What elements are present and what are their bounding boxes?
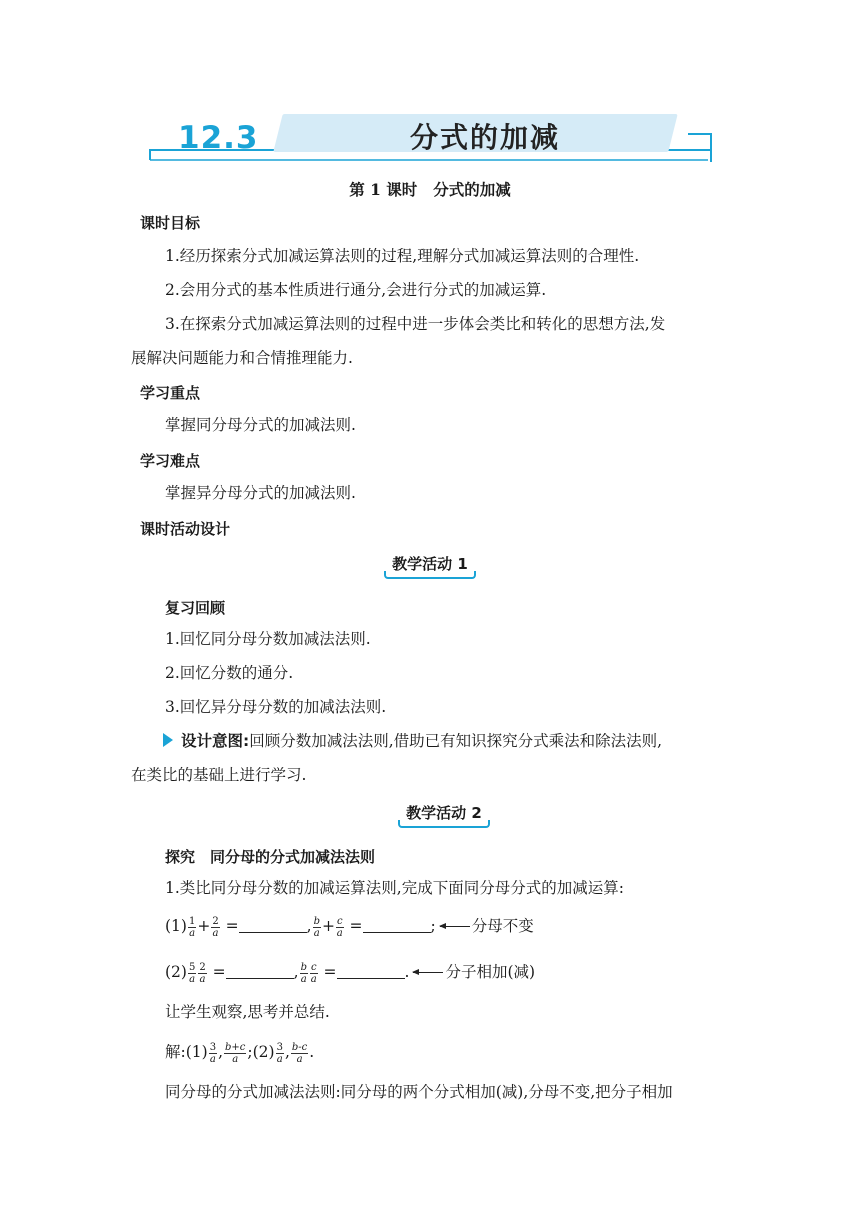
intent-text: 回顾分数加减法法则,借助已有知识探究分式乘法和除法法则, bbox=[249, 732, 663, 750]
fraction: $\frac{b}{a}$ bbox=[300, 961, 307, 985]
fraction: $\frac{b}{a}$ bbox=[313, 915, 320, 939]
chapter-banner bbox=[148, 112, 713, 164]
lesson-subtitle: 分式的加减 bbox=[433, 180, 511, 199]
fraction: $\frac{2}{a}$ bbox=[212, 915, 219, 939]
fraction: $\frac{1}{a}$ bbox=[188, 915, 196, 939]
objectives-heading: 课时目标 bbox=[140, 214, 201, 232]
review-item-3: 3.回忆异分母分数的加减法法则. bbox=[165, 698, 387, 716]
fraction: $\frac{c}{a}$ bbox=[310, 961, 317, 985]
lesson-number: 第 1 课时 bbox=[349, 180, 418, 199]
fraction: $\frac{2}{a}$ bbox=[199, 961, 206, 985]
chapter-title: 分式的加减 bbox=[410, 121, 561, 154]
explore-heading: 探究 同分母的分式加减法法则 bbox=[165, 848, 376, 866]
activity-1-text: 教学活动 1 bbox=[392, 555, 468, 573]
left-arrow-icon bbox=[413, 972, 443, 973]
objective-1: 1.经历探索分式加减运算法则的过程,理解分式加减运算法则的合理性. bbox=[165, 247, 640, 265]
fraction: $\frac{b-c}{a}$ bbox=[291, 1041, 308, 1065]
note-numerator-add: 分子相加(减) bbox=[445, 963, 536, 981]
difficulty-text: 掌握异分母分式的加减法则. bbox=[165, 484, 356, 502]
review-item-2: 2.回忆分数的通分. bbox=[165, 664, 294, 682]
play-triangle-icon bbox=[163, 733, 173, 747]
lesson-title bbox=[0, 178, 860, 200]
note-denominator-unchanged: 分母不变 bbox=[471, 917, 534, 935]
answer-blank[interactable] bbox=[363, 918, 431, 933]
answer-blank[interactable] bbox=[239, 918, 307, 933]
solution-label: 解:(1) bbox=[165, 1043, 208, 1061]
left-arrow-icon bbox=[440, 926, 470, 927]
design-intent-line1 bbox=[163, 725, 662, 758]
q1-label: (1) bbox=[165, 917, 187, 935]
objective-3-line1: 3.在探索分式加减运算法则的过程中进一步体会类比和转化的思想方法,发 bbox=[165, 315, 666, 333]
question-2: (2) $\frac{5}{a}$ $\frac{2}{a}$ = , $\frac{b}{a}$ $\frac{c}{a}$ = . 分子相加(减) bbox=[165, 961, 536, 985]
activity-2-label bbox=[402, 802, 486, 823]
answer-blank[interactable] bbox=[226, 964, 294, 979]
fraction: $\frac{c}{a}$ bbox=[336, 915, 343, 939]
activity-1-label bbox=[388, 553, 472, 574]
fraction: $\frac{5}{a}$ bbox=[188, 961, 196, 985]
fraction: $\frac{3}{a}$ bbox=[276, 1041, 283, 1065]
question-1: (1) $\frac{1}{a}$ + $\frac{2}{a}$ = , $\frac{b}{a}$ + $\frac{c}{a}$ = ; 分母不变 bbox=[165, 915, 534, 939]
difficulty-heading: 学习难点 bbox=[140, 452, 201, 470]
activity-2-text: 教学活动 2 bbox=[406, 804, 482, 822]
review-heading: 复习回顾 bbox=[165, 599, 226, 617]
key-point-heading: 学习重点 bbox=[140, 384, 201, 402]
observe-text: 让学生观察,思考并总结. bbox=[165, 1003, 330, 1021]
design-intent-line2: 在类比的基础上进行学习. bbox=[131, 766, 307, 784]
design-heading: 课时活动设计 bbox=[140, 520, 231, 538]
fraction: $\frac{b+c}{a}$ bbox=[225, 1041, 246, 1065]
activity-1-underline bbox=[384, 571, 476, 579]
key-point-text: 掌握同分母分式的加减法则. bbox=[165, 416, 356, 434]
rule-text: 同分母的分式加减法法则:同分母的两个分式相加(减),分母不变,把分子相加 bbox=[165, 1083, 673, 1101]
chapter-number: 12.3 bbox=[178, 120, 259, 156]
explore-item-1: 1.类比同分母分数的加减运算法则,完成下面同分母分式的加减运算: bbox=[165, 879, 624, 897]
review-item-1: 1.回忆同分母分数加减法法则. bbox=[165, 630, 371, 648]
q2-label: (2) bbox=[165, 963, 187, 981]
intent-label: 设计意图: bbox=[181, 732, 250, 750]
fraction: $\frac{3}{a}$ bbox=[209, 1041, 217, 1065]
answer-blank[interactable] bbox=[337, 964, 405, 979]
solution: 解:(1) $\frac{3}{a}$ , $\frac{b+c}{a}$ ;(2) $\frac{3}{a}$ , $\frac{b-c}{a}$ . bbox=[165, 1041, 315, 1065]
solution-mid: ;(2) bbox=[247, 1043, 275, 1061]
objective-3-line2: 展解决问题能力和合情推理能力. bbox=[131, 349, 353, 367]
activity-2-underline bbox=[398, 820, 490, 828]
objective-2: 2.会用分式的基本性质进行通分,会进行分式的加减运算. bbox=[165, 281, 547, 299]
